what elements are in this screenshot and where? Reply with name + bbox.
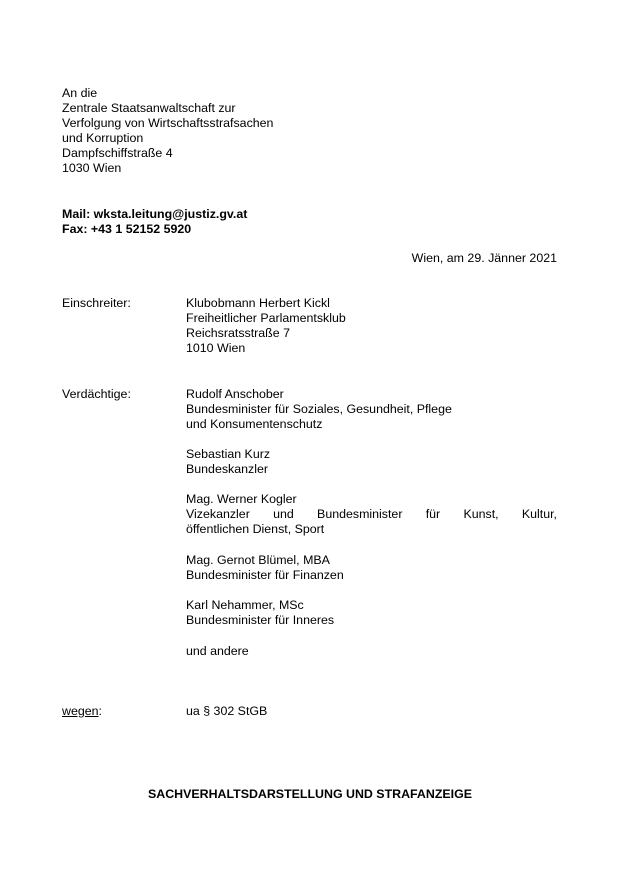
suspect-role: Vizekanzler und Bundesminister für Kunst, Kultur, [186, 507, 557, 521]
suspect-name: Rudolf Anschober [186, 387, 284, 401]
addressee-line: Verfolgung von Wirtschaftsstrafsachen [62, 116, 274, 130]
wegen-value: ua § 302 StGB [186, 704, 268, 718]
einschreiter-block [186, 296, 557, 356]
document-title: SACHVERHALTSDARSTELLUNG UND STRAFANZEIGE [148, 787, 472, 801]
suspect-role: öffentlichen Dienst, Sport [186, 522, 325, 536]
suspect-entry [186, 553, 557, 583]
addressee-line: und Korruption [62, 131, 144, 145]
suspect-entry [186, 447, 557, 477]
suspect-name: Sebastian Kurz [186, 447, 271, 461]
addressee-line: Dampfschiffstraße 4 [62, 146, 173, 160]
einschreiter-line: Klubobmann Herbert Kickl [186, 296, 330, 310]
einschreiter-line: Freiheitlicher Parlamentsklub [186, 311, 346, 325]
addressee-line: An die [62, 86, 98, 100]
addressee-line: Zentrale Staatsanwaltschaft zur [62, 101, 236, 115]
contact-mail: Mail: wksta.leitung@justiz.gv.at [62, 207, 248, 221]
addressee-line: 1030 Wien [62, 161, 122, 175]
suspect-name: Karl Nehammer, MSc [186, 598, 304, 612]
einschreiter-line: 1010 Wien [186, 341, 246, 355]
suspect-name: Mag. Gernot Blümel, MBA [186, 553, 330, 567]
einschreiter-line: Reichsratsstraße 7 [186, 326, 290, 340]
suspect-role: Bundesminister für Inneres [186, 613, 335, 627]
suspect-role: Bundesminister für Finanzen [186, 568, 344, 582]
suspect-entry [186, 598, 557, 628]
suspect-role: und Konsumentenschutz [186, 417, 323, 431]
contact-block [62, 207, 247, 237]
contact-fax: Fax: +43 1 52152 5920 [62, 222, 192, 236]
suspect-others: und andere [186, 644, 249, 658]
suspect-role: Bundesminister für Soziales, Gesundheit, Pflege [186, 402, 452, 416]
verdaechtige-label: Verdächtige: [62, 387, 131, 401]
wegen-colon: : [98, 704, 102, 718]
suspect-entry [186, 492, 557, 537]
addressee-block [62, 86, 273, 176]
document-date: Wien, am 29. Jänner 2021 [411, 251, 557, 265]
wegen-label-text: wegen [62, 704, 99, 718]
suspect-role: Bundeskanzler [186, 462, 268, 476]
einschreiter-label: Einschreiter: [62, 296, 131, 310]
wegen-label [62, 704, 102, 719]
suspect-entry [186, 387, 557, 432]
suspect-name: Mag. Werner Kogler [186, 492, 297, 506]
